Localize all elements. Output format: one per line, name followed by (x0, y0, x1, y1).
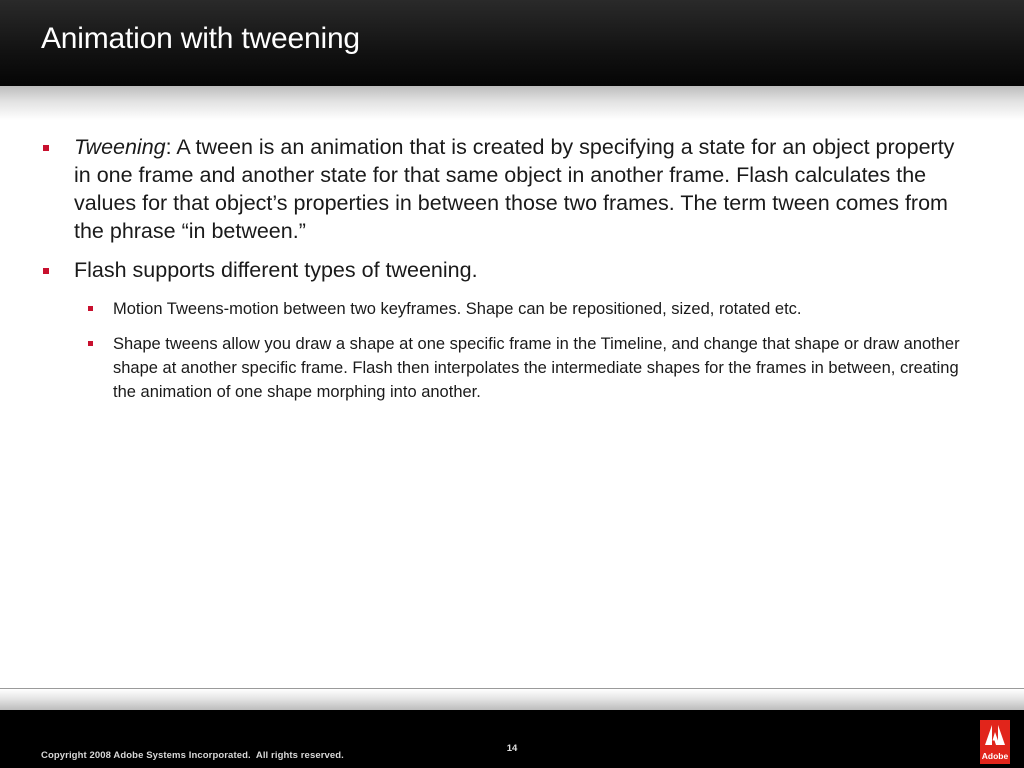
slide-header (0, 0, 1024, 86)
sub-bullet-text: Motion Tweens-motion between two keyframes. Shape can be repositioned, sized, rotated etc. (113, 300, 802, 318)
copyright-text: Copyright 2008 Adobe Systems Incorporated. All rights reserved. (41, 750, 344, 761)
sub-bullet-shape-tweens (113, 332, 973, 404)
square-bullet-icon (88, 341, 93, 346)
bullet-tweening-definition (74, 133, 974, 245)
adobe-logo-mark (983, 723, 1007, 747)
square-bullet-icon (88, 306, 93, 311)
square-bullet-icon (43, 268, 49, 274)
slide-footer (0, 710, 1024, 768)
bullet-term: Tweening (74, 135, 166, 159)
footer-shadow (0, 688, 1024, 712)
page-number: 14 (506, 743, 518, 754)
slide-title: Animation with tweening (41, 22, 360, 55)
bullet-tweening-types (74, 256, 974, 284)
bullet-text: : A tween is an animation that is created by specifying a state for an object property in one frame and another state for that same object in another frame. Flash calculates the values for that object’s properties in between those two frames. The term tween comes from the phrase “in between.” (74, 135, 955, 243)
square-bullet-icon (43, 145, 49, 151)
adobe-logo-icon (980, 720, 1010, 764)
bullet-text: Flash supports different types of tweening. (74, 258, 478, 282)
sub-bullet-motion-tweens (113, 297, 973, 321)
header-shadow (0, 86, 1024, 120)
sub-bullet-text: Shape tweens allow you draw a shape at one specific frame in the Timeline, and change that shape or draw another shape at another specific frame. Flash then interpolates the intermediate shapes for the frames in between, creating the animation of one shape morphing into another. (113, 335, 960, 401)
logo-text: Adobe (981, 751, 1009, 761)
